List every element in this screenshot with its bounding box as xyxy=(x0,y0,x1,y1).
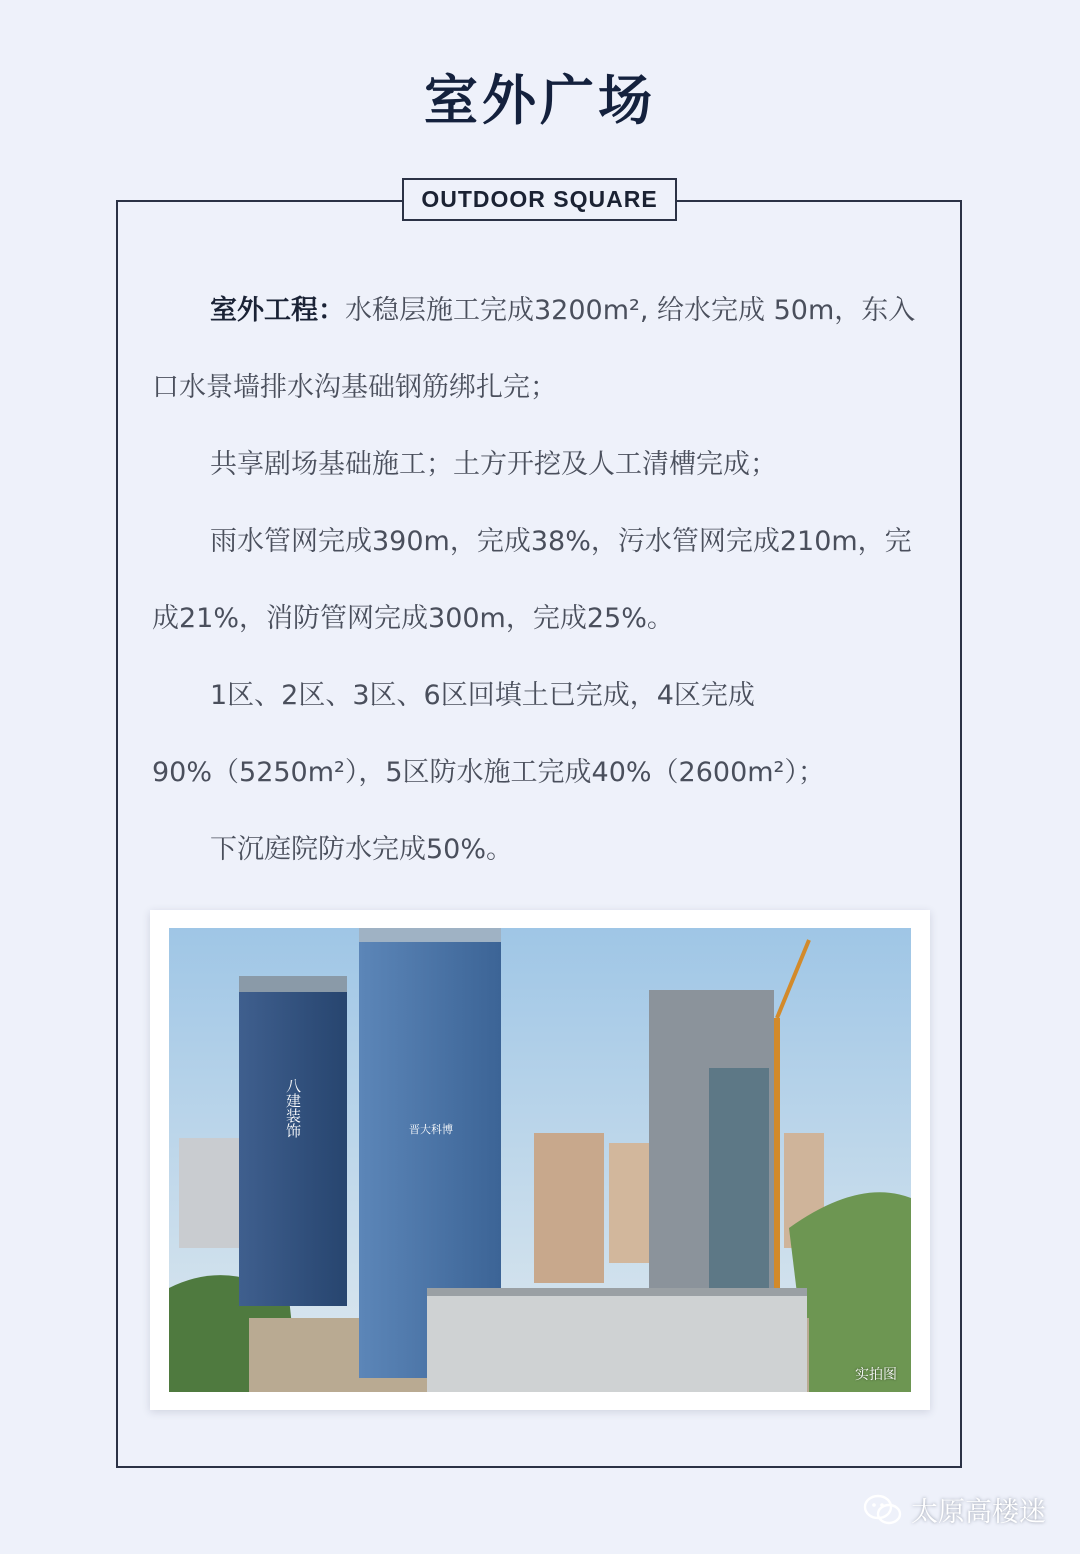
paragraph-backfill: 1区、2区、3区、6区回填土已完成，4区完成90%（5250m²），5区防水施工完成40%（2600m²）； xyxy=(152,680,825,788)
photo-caption: 实拍图 xyxy=(855,1367,897,1383)
construction-illustration xyxy=(169,928,911,1392)
paragraph-pipelines: 雨水管网完成390m，完成38%，污水管网完成210m，完成21%，消防管网完成300m，完成25%。 xyxy=(152,526,912,634)
watermark-text: 太原高楼迷 xyxy=(911,1497,1046,1528)
paragraph-lead: 室外工程： xyxy=(210,295,345,326)
paragraph-courtyard: 下沉庭院防水完成50%。 xyxy=(210,834,514,865)
paragraph-text: 水稳层施工完成3200m², 给水完成 50m，东入口水景墙排水沟基础钢筋绑扎完； xyxy=(152,295,916,403)
content-body xyxy=(152,272,932,888)
wechat-icon xyxy=(863,1493,903,1527)
page-title: 室外广场 xyxy=(424,69,656,132)
section-label: OUTDOOR SQUARE xyxy=(402,178,677,221)
photo-card xyxy=(150,910,930,1410)
left-tower-sign: 八建装饰 xyxy=(284,1078,302,1138)
construction-photo xyxy=(169,928,911,1392)
watermark xyxy=(863,1490,1046,1529)
paragraph-theatre: 共享剧场基础施工；土方开挖及人工清槽完成； xyxy=(210,449,777,480)
paragraph-outdoor-works xyxy=(152,272,932,426)
middle-tower-sign: 晋大科博 xyxy=(409,1123,453,1136)
